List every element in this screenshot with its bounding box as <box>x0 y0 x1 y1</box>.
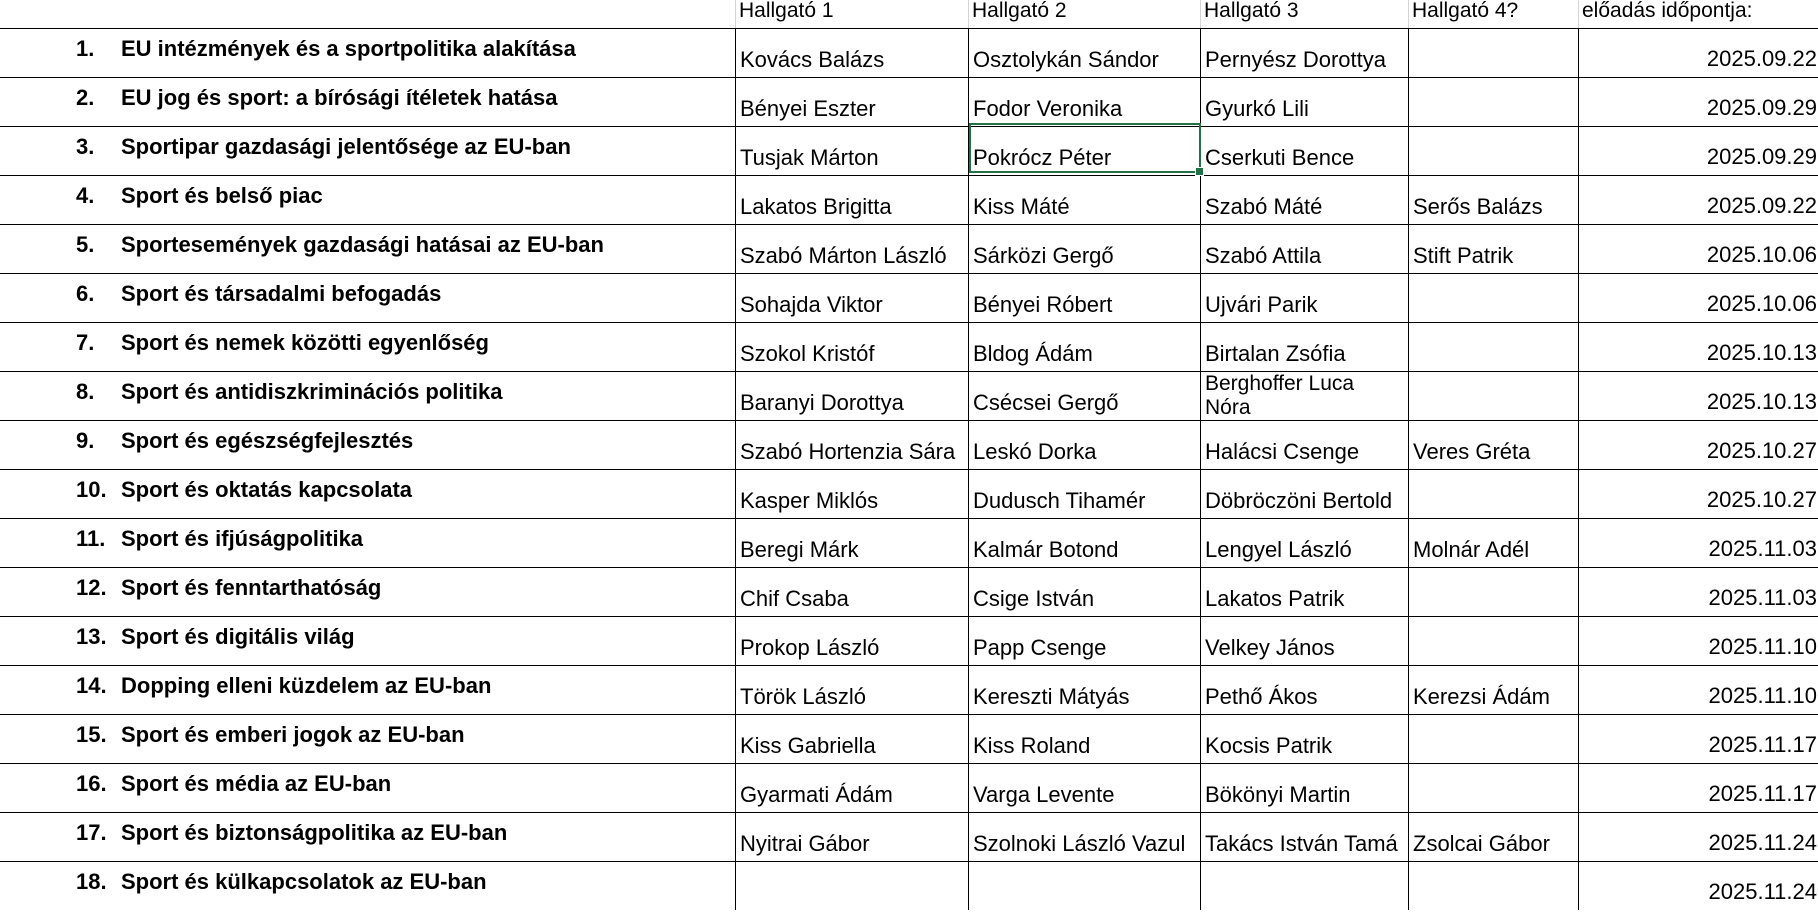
table-row <box>0 812 1818 861</box>
date-cell-value: 2025.11.17 <box>1708 732 1817 757</box>
topic-cell[interactable] <box>0 470 735 518</box>
student-4-cell-value: Zsolcai Gábor <box>1413 831 1550 856</box>
topic-title: Sport és antidiszkriminációs politika <box>121 379 503 404</box>
date-cell-value: 2025.10.27 <box>1706 438 1817 463</box>
student-2-cell[interactable] <box>968 715 1200 763</box>
student-4-cell[interactable] <box>1408 617 1578 665</box>
header-hallgato-4[interactable]: Hallgató 4? <box>1412 0 1519 22</box>
date-cell[interactable] <box>1578 421 1818 469</box>
student-2-cell[interactable] <box>968 176 1200 224</box>
student-2-cell[interactable] <box>968 617 1200 665</box>
topic-number: 9. <box>76 428 95 453</box>
student-2-cell-value: Kiss Máté <box>973 194 1070 219</box>
student-2-cell[interactable] <box>968 274 1200 322</box>
student-2-cell[interactable] <box>968 127 1200 175</box>
student-2-cell[interactable] <box>968 666 1200 714</box>
topic-number: 17. <box>76 820 107 845</box>
student-2-cell-value: Csige István <box>973 586 1095 611</box>
student-4-cell[interactable] <box>1408 225 1578 273</box>
student-2-cell-value: Dudusch Tihamér <box>973 488 1146 513</box>
date-cell-value: 2025.11.03 <box>1708 585 1817 610</box>
student-3-cell[interactable] <box>1200 568 1408 616</box>
student-3-cell[interactable] <box>1200 862 1408 910</box>
topic-title: Sport és emberi jogok az EU-ban <box>121 722 465 747</box>
date-cell[interactable] <box>1578 862 1818 910</box>
topic-title: Dopping elleni küzdelem az EU-ban <box>121 673 492 698</box>
topic-title: Sport és nemek közötti egyenlőség <box>121 330 489 355</box>
date-cell[interactable] <box>1578 519 1818 567</box>
date-cell[interactable] <box>1578 225 1818 273</box>
student-3-cell[interactable] <box>1200 715 1408 763</box>
student-4-cell[interactable] <box>1408 764 1578 812</box>
student-3-cell-value: Szabó Attila <box>1205 243 1322 268</box>
student-3-cell[interactable] <box>1200 29 1408 77</box>
table-row <box>0 763 1818 812</box>
topic-number: 3. <box>76 134 95 159</box>
date-cell[interactable] <box>1578 29 1818 77</box>
student-3-cell[interactable] <box>1200 225 1408 273</box>
topic-number: 7. <box>76 330 95 355</box>
student-2-cell-value: Bényei Róbert <box>973 292 1113 317</box>
student-3-cell-value: Szabó Máté <box>1205 194 1323 219</box>
date-cell[interactable] <box>1578 274 1818 322</box>
date-cell[interactable] <box>1578 470 1818 518</box>
student-3-cell-value: Kocsis Patrik <box>1205 733 1333 758</box>
student-1-cell[interactable] <box>735 519 968 567</box>
student-2-cell[interactable] <box>968 813 1200 861</box>
topic-title: Sport és fenntarthatóság <box>121 575 382 600</box>
student-1-cell-value: Szabó Márton László <box>740 243 947 268</box>
date-cell-value: 2025.09.29 <box>1706 95 1817 120</box>
table-row <box>0 273 1818 322</box>
topic-number: 1. <box>76 36 95 61</box>
topic-number: 6. <box>76 281 95 306</box>
student-3-cell-value: Pernyész Dorottya <box>1205 47 1386 72</box>
student-4-cell[interactable] <box>1408 666 1578 714</box>
student-2-cell[interactable] <box>968 519 1200 567</box>
date-cell-value: 2025.11.24 <box>1708 879 1817 904</box>
topic-cell[interactable] <box>0 764 735 812</box>
student-2-cell-value: Fodor Veronika <box>973 96 1123 121</box>
topic-number: 12. <box>76 575 107 600</box>
student-2-cell[interactable] <box>968 862 1200 910</box>
student-3-cell-value: Pethő Ákos <box>1205 684 1318 709</box>
table-row <box>0 371 1818 420</box>
table-row <box>0 567 1818 616</box>
student-3-cell-value: Ujvári Parik <box>1205 292 1318 317</box>
topic-title: Sport és média az EU-ban <box>121 771 392 796</box>
student-3-cell[interactable] <box>1200 470 1408 518</box>
student-3-cell[interactable] <box>1200 323 1408 371</box>
student-1-cell-value: Török László <box>740 684 866 709</box>
student-4-cell[interactable] <box>1408 862 1578 910</box>
student-4-cell[interactable] <box>1408 274 1578 322</box>
student-1-cell-value: Sohajda Viktor <box>740 292 883 317</box>
topic-number: 13. <box>76 624 107 649</box>
student-3-cell[interactable] <box>1200 666 1408 714</box>
student-3-cell[interactable] <box>1200 519 1408 567</box>
table-row <box>0 518 1818 567</box>
table-row <box>0 77 1818 126</box>
student-3-cell-value: Lengyel László <box>1205 537 1352 562</box>
table-row <box>0 861 1818 910</box>
student-2-cell[interactable] <box>968 78 1200 126</box>
date-cell[interactable] <box>1578 372 1818 420</box>
table-row <box>0 224 1818 273</box>
student-1-cell-value: Kasper Miklós <box>740 488 879 513</box>
table-row <box>0 714 1818 763</box>
student-1-cell[interactable] <box>735 372 968 420</box>
topic-title: EU intézmények és a sportpolitika alakítása <box>121 36 576 61</box>
student-1-cell-value: Tusjak Márton <box>740 145 879 170</box>
student-3-cell[interactable] <box>1200 421 1408 469</box>
topic-number: 18. <box>76 869 107 894</box>
student-1-cell[interactable] <box>735 421 968 469</box>
student-3-cell-value: Velkey János <box>1205 635 1335 660</box>
student-2-cell-value: Szolnoki László Vazul <box>973 831 1186 856</box>
student-1-cell-value: Prokop László <box>740 635 880 660</box>
topic-number: 4. <box>76 183 95 208</box>
student-1-cell[interactable] <box>735 470 968 518</box>
topic-cell[interactable] <box>0 813 735 861</box>
student-2-cell[interactable] <box>968 372 1200 420</box>
student-1-cell[interactable] <box>735 274 968 322</box>
header-eloadas-idopontja[interactable]: előadás időpontja: <box>1582 0 1753 22</box>
date-cell-value: 2025.09.22 <box>1706 193 1817 218</box>
student-3-cell[interactable] <box>1200 176 1408 224</box>
date-cell-value: 2025.10.13 <box>1706 389 1817 414</box>
topic-cell[interactable] <box>0 715 735 763</box>
student-4-cell[interactable] <box>1408 78 1578 126</box>
student-4-cell[interactable] <box>1408 372 1578 420</box>
student-2-cell[interactable] <box>968 764 1200 812</box>
student-4-cell[interactable] <box>1408 176 1578 224</box>
student-2-cell[interactable] <box>968 470 1200 518</box>
student-1-cell-value: Lakatos Brigitta <box>740 194 892 219</box>
topic-cell[interactable] <box>0 176 735 224</box>
student-1-cell[interactable] <box>735 176 968 224</box>
student-1-cell[interactable] <box>735 568 968 616</box>
date-cell[interactable] <box>1578 666 1818 714</box>
student-2-cell-value: Osztolykán Sándor <box>973 47 1159 72</box>
student-1-cell[interactable] <box>735 617 968 665</box>
topic-title: EU jog és sport: a bírósági ítéletek hatása <box>121 85 558 110</box>
header-divider <box>1578 0 1579 28</box>
student-4-cell[interactable] <box>1408 519 1578 567</box>
student-3-cell-value: Cserkuti Bence <box>1205 145 1355 170</box>
student-3-cell-value: Lakatos Patrik <box>1205 586 1345 611</box>
student-3-cell[interactable] <box>1200 78 1408 126</box>
date-cell-value: 2025.09.29 <box>1706 144 1817 169</box>
student-1-cell-value: Baranyi Dorottya <box>740 390 904 415</box>
student-2-cell[interactable] <box>968 225 1200 273</box>
student-3-cell-value: Berghoffer Luca Nóra <box>1205 372 1355 419</box>
student-4-cell[interactable] <box>1408 568 1578 616</box>
student-2-cell-value: Varga Levente <box>973 782 1115 807</box>
topic-title: Sport és digitális világ <box>121 624 355 649</box>
student-1-cell[interactable] <box>735 764 968 812</box>
student-3-cell[interactable] <box>1200 813 1408 861</box>
student-2-cell[interactable] <box>968 323 1200 371</box>
student-3-cell[interactable] <box>1200 372 1408 420</box>
student-4-cell-value: Molnár Adél <box>1413 537 1530 562</box>
date-cell-value: 2025.11.03 <box>1708 536 1817 561</box>
topic-cell[interactable] <box>0 617 735 665</box>
student-3-cell[interactable] <box>1200 764 1408 812</box>
student-4-cell[interactable] <box>1408 421 1578 469</box>
topic-cell[interactable] <box>0 274 735 322</box>
date-cell[interactable] <box>1578 617 1818 665</box>
date-cell[interactable] <box>1578 176 1818 224</box>
date-cell[interactable] <box>1578 764 1818 812</box>
student-1-cell-value: Szokol Kristóf <box>740 341 875 366</box>
topic-number: 11. <box>76 526 106 551</box>
date-cell[interactable] <box>1578 78 1818 126</box>
student-4-cell[interactable] <box>1408 715 1578 763</box>
table-row <box>0 126 1818 175</box>
student-1-cell-value: Szabó Hortenzia Sára <box>740 439 956 464</box>
topic-cell[interactable] <box>0 225 735 273</box>
student-4-cell-value: Serős Balázs <box>1413 194 1543 219</box>
topic-cell[interactable] <box>0 323 735 371</box>
topic-title: Sport és biztonságpolitika az EU-ban <box>121 820 508 845</box>
table-row <box>0 469 1818 518</box>
student-2-cell[interactable] <box>968 421 1200 469</box>
student-2-cell-value: Kereszti Mátyás <box>973 684 1130 709</box>
topic-title: Sport és ifjúságpolitika <box>121 526 364 551</box>
header-hallgato-3[interactable]: Hallgató 3 <box>1204 0 1299 22</box>
topic-cell[interactable] <box>0 862 735 910</box>
student-4-cell[interactable] <box>1408 29 1578 77</box>
header-divider <box>1408 0 1409 28</box>
student-2-cell-value: Papp Csenge <box>973 635 1107 660</box>
date-cell-value: 2025.11.17 <box>1708 781 1817 806</box>
student-4-cell[interactable] <box>1408 127 1578 175</box>
header-divider <box>735 0 736 28</box>
student-3-cell-value: Döbröczöni Bertold <box>1205 488 1393 513</box>
header-hallgato-2[interactable]: Hallgató 2 <box>972 0 1067 22</box>
student-1-cell-value: Nyitrai Gábor <box>740 831 870 856</box>
student-4-cell[interactable] <box>1408 323 1578 371</box>
topic-title: Sport és társadalmi befogadás <box>121 281 442 306</box>
topic-cell[interactable] <box>0 568 735 616</box>
date-cell-value: 2025.10.27 <box>1706 487 1817 512</box>
date-cell-value: 2025.10.13 <box>1706 340 1817 365</box>
student-3-cell[interactable] <box>1200 127 1408 175</box>
topic-cell[interactable] <box>0 519 735 567</box>
student-2-cell[interactable] <box>968 29 1200 77</box>
student-1-cell[interactable] <box>735 862 968 910</box>
date-cell-value: 2025.11.10 <box>1708 683 1817 708</box>
date-cell-value: 2025.09.22 <box>1706 46 1817 71</box>
topic-cell[interactable] <box>0 78 735 126</box>
student-3-cell-value: Halácsi Csenge <box>1205 439 1360 464</box>
student-3-cell-value: Birtalan Zsófia <box>1205 341 1346 366</box>
student-4-cell-value: Veres Gréta <box>1413 439 1531 464</box>
topic-cell[interactable] <box>0 127 735 175</box>
topic-number: 14. <box>76 673 107 698</box>
student-3-cell-value: Takács István Tamá <box>1205 831 1398 856</box>
student-2-cell-value: Kalmár Botond <box>973 537 1119 562</box>
student-1-cell[interactable] <box>735 715 968 763</box>
student-1-cell-value: Bényei Eszter <box>740 96 876 121</box>
student-2-cell-value: Csécsei Gergő <box>973 390 1119 415</box>
topic-number: 15. <box>76 722 107 747</box>
student-4-cell[interactable] <box>1408 470 1578 518</box>
date-cell[interactable] <box>1578 568 1818 616</box>
student-1-cell[interactable] <box>735 666 968 714</box>
student-2-cell-value: Kiss Roland <box>973 733 1091 758</box>
date-cell[interactable] <box>1578 127 1818 175</box>
header-divider <box>968 0 969 28</box>
topic-number: 8. <box>76 379 95 404</box>
topic-number: 2. <box>76 85 95 110</box>
student-4-cell[interactable] <box>1408 813 1578 861</box>
date-cell-value: 2025.10.06 <box>1706 291 1817 316</box>
date-cell[interactable] <box>1578 715 1818 763</box>
student-2-cell-value: Pokrócz Péter <box>973 145 1112 170</box>
student-2-cell-value: Sárközi Gergő <box>973 243 1114 268</box>
student-1-cell[interactable] <box>735 78 968 126</box>
student-4-cell-value: Kerezsi Ádám <box>1413 684 1550 709</box>
student-1-cell[interactable] <box>735 29 968 77</box>
student-1-cell[interactable] <box>735 323 968 371</box>
student-1-cell-value: Kiss Gabriella <box>740 733 876 758</box>
date-cell-value: 2025.11.10 <box>1708 634 1817 659</box>
student-2-cell[interactable] <box>968 568 1200 616</box>
topic-title: Sportipar gazdasági jelentősége az EU-ban <box>121 134 571 159</box>
student-1-cell[interactable] <box>735 127 968 175</box>
date-cell-value: 2025.11.24 <box>1708 830 1817 855</box>
student-4-cell-value: Stift Patrik <box>1413 243 1514 268</box>
student-1-cell[interactable] <box>735 813 968 861</box>
topic-cell[interactable] <box>0 372 735 420</box>
student-2-cell-value: Leskó Dorka <box>973 439 1097 464</box>
topic-number: 5. <box>76 232 95 257</box>
topic-title: Sport és belső piac <box>121 183 323 208</box>
topic-title: Sportesemények gazdasági hatásai az EU-ban <box>121 232 604 257</box>
student-3-cell-value: Bökönyi Martin <box>1205 782 1351 807</box>
topic-cell[interactable] <box>0 421 735 469</box>
table-row <box>0 28 1818 77</box>
student-3-cell[interactable] <box>1200 617 1408 665</box>
topic-title: Sport és egészségfejlesztés <box>121 428 414 453</box>
student-2-cell-value: Bldog Ádám <box>973 341 1093 366</box>
table-row <box>0 665 1818 714</box>
header-hallgato-1[interactable]: Hallgató 1 <box>739 0 834 22</box>
topic-title: Sport és külkapcsolatok az EU-ban <box>121 869 487 894</box>
table-row <box>0 420 1818 469</box>
date-cell[interactable] <box>1578 813 1818 861</box>
topic-title: Sport és oktatás kapcsolata <box>121 477 413 502</box>
table-row <box>0 322 1818 371</box>
topic-number: 10. <box>76 477 107 502</box>
student-3-cell-value: Gyurkó Lili <box>1205 96 1309 121</box>
student-1-cell-value: Beregi Márk <box>740 537 859 562</box>
student-3-cell[interactable] <box>1200 274 1408 322</box>
table-row <box>0 175 1818 224</box>
topic-cell[interactable] <box>0 666 735 714</box>
header-divider <box>1200 0 1201 28</box>
date-cell-value: 2025.10.06 <box>1706 242 1817 267</box>
student-1-cell-value: Chif Csaba <box>740 586 849 611</box>
date-cell[interactable] <box>1578 323 1818 371</box>
topic-number: 16. <box>76 771 107 796</box>
topic-cell[interactable] <box>0 29 735 77</box>
student-1-cell-value: Kovács Balázs <box>740 47 885 72</box>
student-1-cell-value: Gyarmati Ádám <box>740 782 893 807</box>
table-row <box>0 616 1818 665</box>
student-1-cell[interactable] <box>735 225 968 273</box>
